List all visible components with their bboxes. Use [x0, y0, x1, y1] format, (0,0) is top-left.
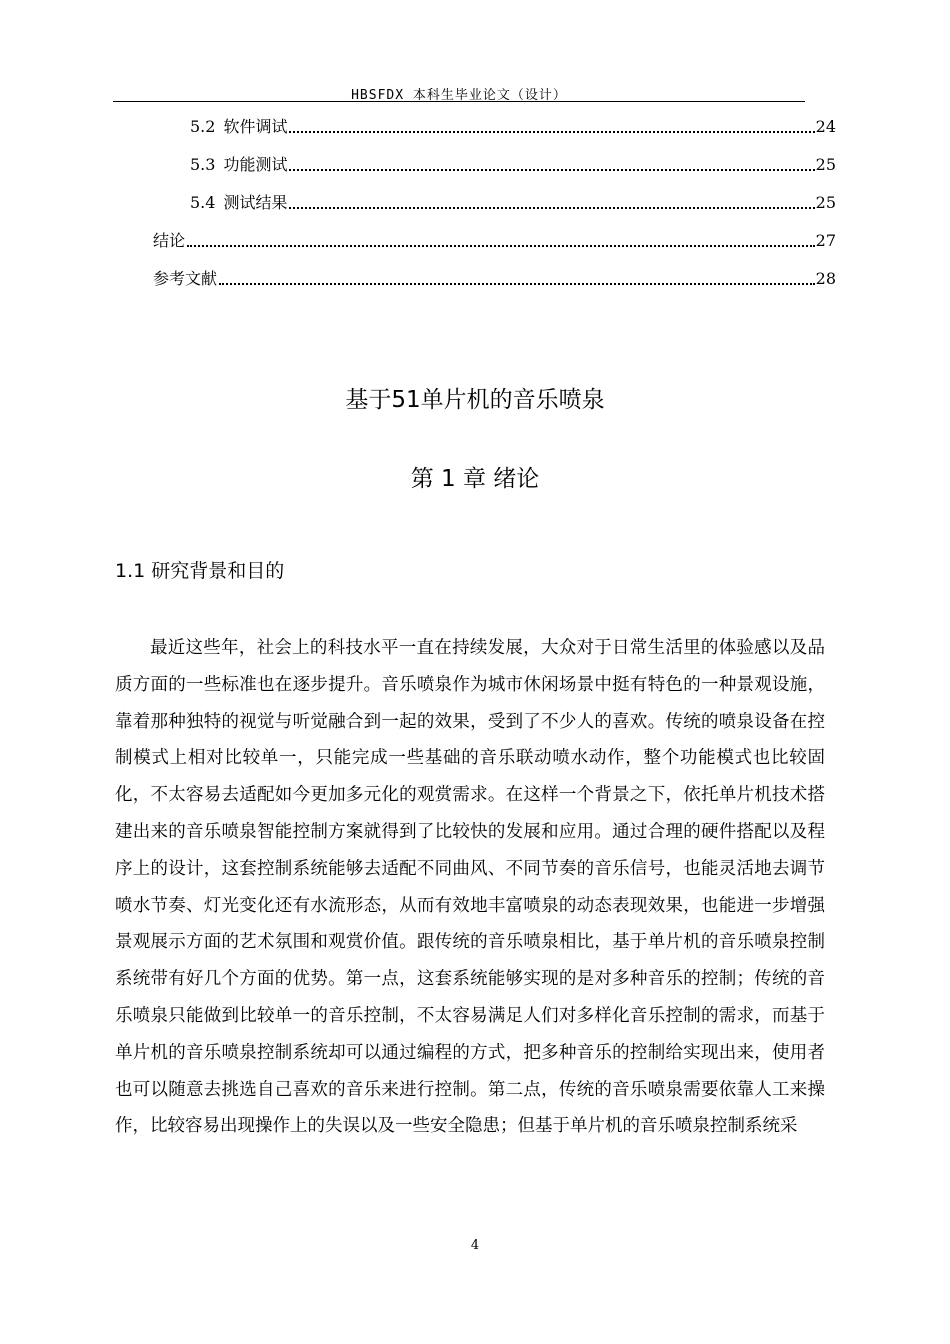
toc-entry-title: 测试结果: [223, 193, 288, 212]
toc-entry-page: 27: [815, 231, 836, 250]
toc-entry-title: 功能测试: [223, 155, 288, 174]
chapter-heading: 第 1 章 绪论: [410, 466, 540, 492]
toc-entry-conclusion[interactable]: [153, 230, 836, 252]
toc-entry-references[interactable]: [153, 268, 836, 290]
toc-entry-number: 5.3: [190, 155, 216, 174]
toc-entry-page: 24: [815, 117, 836, 136]
toc-dot-leader: [219, 281, 815, 285]
toc-entry-label: [190, 154, 287, 176]
toc-entry-title: 参考文献: [153, 269, 218, 288]
toc-entry-label: [190, 192, 287, 214]
toc-dot-leader: [289, 167, 814, 171]
toc-entry-title: 结论: [153, 231, 186, 250]
toc-entry-page: 28: [815, 269, 836, 288]
section-heading: 1.1 研究背景和目的: [115, 560, 285, 582]
header-rule: [113, 101, 805, 102]
toc-entry-label: [190, 116, 287, 138]
toc-dot-leader: [289, 205, 814, 209]
toc-entry-5-3[interactable]: [190, 154, 836, 176]
running-header: HBSFDX 本科生毕业论文（设计）: [351, 88, 567, 103]
toc-entry-page: 25: [815, 193, 836, 212]
toc-dot-leader: [289, 129, 814, 133]
toc-entry-number: 5.2: [190, 117, 216, 136]
body-paragraph: 最近这些年，社会上的科技水平一直在持续发展，大众对于日常生活里的体验感以及品质方面的一些标准也在逐步提升。音乐喷泉作为城市休闲场景中挺有特色的一种景观设施，靠着那种独特的视觉与听觉融合到一起的效果，受到了不少人的喜欢。传统的喷泉设备在控制模式上相对比较单一，只能完成一些基础的音乐联动喷水动作，整个功能模式也比较固化，不太容易去适配如今更加多元化的观赏需求。在这样一个背景之下，依托单片机技术搭建出来的音乐喷泉智能控制方案就得到了比较快的发展和应用。通过合理的硬件搭配以及程序上的设计，这套控制系统能够去适配不同曲风、不同节奏的音乐信号，也能灵活地去调节喷水节奏、灯光变化还有水流形态，从而有效地丰富喷泉的动态表现效果，也能进一步增强景观展示方面的艺术氛围和观赏价值。跟传统的音乐喷泉相比，基于单片机的音乐喷泉控制系统带有好几个方面的优势。第一点，这套系统能够实现的是对多种音乐的控制；传统的音乐喷泉只能做到比较单一的音乐控制，不太容易满足人们对多样化音乐控制的需求，而基于单片机的音乐喷泉控制系统却可以通过编程的方式，把多种音乐的控制给实现出来，使用者也可以随意去挑选自己喜欢的音乐来进行控制。第二点，传统的音乐喷泉需要依靠人工来操作，比较容易出现操作上的失误以及一些安全隐患；但基于单片机的音乐喷泉控制系统采: [115, 638, 825, 1137]
toc-entry-5-2[interactable]: [190, 116, 836, 138]
document-title: 基于51单片机的音乐喷泉: [345, 387, 605, 413]
toc-entry-page: 25: [815, 155, 836, 174]
toc-entry-title: 软件调试: [223, 117, 288, 136]
page-number: 4: [470, 1238, 480, 1253]
toc-entry-5-4[interactable]: [190, 192, 836, 214]
toc-entry-number: 5.4: [190, 193, 216, 212]
toc-dot-leader: [187, 243, 815, 247]
